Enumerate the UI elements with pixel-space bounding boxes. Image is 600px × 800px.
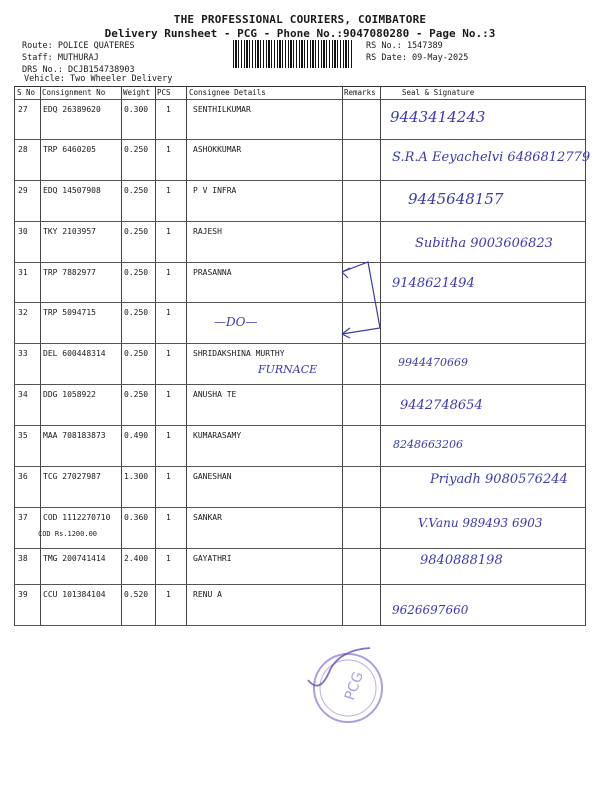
row-weight: 0.250 [124, 308, 149, 317]
col-seal: Seal & Signature [402, 88, 475, 97]
row-pcs: 1 [166, 554, 171, 563]
row-pcs: 1 [166, 390, 171, 399]
row-pcs: 1 [166, 227, 171, 236]
row-pcs: 1 [166, 513, 171, 522]
rs-date-label: RS Date: 09-May-2025 [366, 53, 469, 63]
column-divider [40, 86, 41, 626]
row-pcs: 1 [166, 308, 171, 317]
row-consignment-no: COD 1112270710 [43, 513, 111, 522]
row-signature: Subitha 9003606823 [415, 236, 553, 251]
row-signature: 9626697660 [392, 603, 469, 617]
row-sno: 37 [18, 513, 28, 522]
row-divider [14, 584, 586, 585]
row-weight: 1.300 [124, 472, 149, 481]
row-sno: 29 [18, 186, 28, 195]
row-consignment-no: DDG 1058922 [43, 390, 96, 399]
row-divider [14, 343, 586, 344]
row-signature: 8248663206 [393, 438, 463, 451]
col-remarks: Remarks [344, 88, 376, 97]
row-signature: V.Vanu 989493 6903 [418, 516, 543, 530]
row-pcs: 1 [166, 105, 171, 114]
row-signature: S.R.A Eeyachelvi 6486812779 [392, 150, 591, 165]
row-pcs: 1 [166, 349, 171, 358]
row-signature: Priyadh 9080576244 [430, 472, 568, 487]
bracket-stroke [342, 262, 380, 334]
column-divider [121, 86, 122, 626]
row-sno: 33 [18, 349, 28, 358]
header-meta-right [366, 40, 468, 64]
bracket-arrow-mark [330, 258, 400, 348]
row-consignee: SANKAR [193, 513, 222, 522]
row-signature: 9944470669 [398, 356, 468, 369]
row-consignee: PRASANNA [193, 268, 232, 277]
cod-amount-note: COD Rs.1200.00 [38, 530, 98, 538]
page-title: THE PROFESSIONAL COURIERS, COIMBATORE [173, 13, 427, 26]
row-sno: 38 [18, 554, 28, 563]
row-consignee: SENTHILKUMAR [193, 105, 251, 114]
row-sno: 32 [18, 308, 28, 317]
row-divider [14, 548, 586, 549]
row-divider [14, 425, 586, 426]
row-consignment-no: DEL 600448314 [43, 349, 106, 358]
drs-no-label: DRS No.: DCJB154738903 [22, 65, 135, 75]
row-weight: 2.400 [124, 554, 149, 563]
row-sno: 35 [18, 431, 28, 440]
row-divider [14, 384, 586, 385]
rs-no-label: RS No.: 1547389 [366, 41, 443, 51]
row-consignment-no: CCU 101384104 [43, 590, 106, 599]
row-consignment-no: TRP 7882977 [43, 268, 96, 277]
row-signature: 9445648157 [408, 190, 504, 208]
row-consignee: SHRIDAKSHINA MURTHY [193, 349, 285, 358]
row-pcs: 1 [166, 145, 171, 154]
row-pcs: 1 [166, 472, 171, 481]
row-sno: 36 [18, 472, 28, 481]
row-consignment-no: TMG 200741414 [43, 554, 106, 563]
row-divider [14, 302, 586, 303]
row-sno: 31 [18, 268, 28, 277]
row-consignment-no: TCG 27027987 [43, 472, 101, 481]
row-pcs: 1 [166, 590, 171, 599]
row-pcs: 1 [166, 431, 171, 440]
col-weight: Weight [123, 88, 151, 97]
col-consignment: Consignment No [42, 88, 106, 97]
row-consignee: ASHOKKUMAR [193, 145, 242, 154]
row-sno: 28 [18, 145, 28, 154]
pcg-stamp [300, 640, 390, 730]
table-border-left [14, 86, 15, 626]
table-border-bottom [14, 625, 586, 626]
row-consignee: P V INFRA [193, 186, 237, 195]
row-consignment-no: MAA 708183873 [43, 431, 106, 440]
row-signature: 9148621494 [392, 276, 475, 291]
row-consignee: ANUSHA TE [193, 390, 237, 399]
row-weight: 0.250 [124, 349, 149, 358]
barcode-image [233, 40, 353, 68]
row-divider [14, 180, 586, 181]
row-consignment-no: EDQ 14507908 [43, 186, 101, 195]
row-sno: 39 [18, 590, 28, 599]
row-weight: 0.250 [124, 145, 149, 154]
row-weight: 0.250 [124, 186, 149, 195]
stamp-label: PCG [341, 669, 367, 703]
staff-label: Staff: MUTHURAJ [22, 53, 99, 63]
row-consignment-no: EDQ 26389620 [43, 105, 101, 114]
vehicle-label: Vehicle: Two Wheeler Delivery [24, 74, 173, 84]
row-sno: 27 [18, 105, 28, 114]
table-border-right [585, 86, 586, 626]
column-divider [155, 86, 156, 626]
ditto-mark: —DO— [214, 315, 258, 329]
row-sno: 34 [18, 390, 28, 399]
row-weight: 0.520 [124, 590, 149, 599]
row-consignee: RAJESH [193, 227, 222, 236]
row-consignment-no: TRP 6460205 [43, 145, 96, 154]
col-pcs: PCS [157, 88, 171, 97]
row-weight: 0.490 [124, 431, 149, 440]
row-divider [14, 221, 586, 222]
runsheet-subtitle: Delivery Runsheet - PCG - Phone No.:9047080280 - Page No.:3 [104, 27, 496, 40]
row-weight: 0.300 [124, 105, 149, 114]
row-divider [14, 262, 586, 263]
handwritten-note: FURNACE [258, 363, 318, 376]
row-divider [14, 99, 586, 100]
row-weight: 0.250 [124, 227, 149, 236]
row-consignee: GAYATHRI [193, 554, 232, 563]
row-consignee: GANESHAN [193, 472, 232, 481]
row-weight: 0.250 [124, 390, 149, 399]
route-label: Route: POLICE QUATERES [22, 41, 135, 51]
row-weight: 0.250 [124, 268, 149, 277]
row-divider [14, 507, 586, 508]
row-pcs: 1 [166, 268, 171, 277]
column-divider [186, 86, 187, 626]
header-meta-left [22, 40, 135, 76]
row-pcs: 1 [166, 186, 171, 195]
col-sno: S No [17, 88, 36, 97]
row-divider [14, 466, 586, 467]
row-consignment-no: TRP 5094715 [43, 308, 96, 317]
row-consignee: RENU A [193, 590, 222, 599]
row-divider [14, 139, 586, 140]
row-consignee: KUMARASAMY [193, 431, 242, 440]
row-signature: 9443414243 [390, 108, 486, 126]
table-header [14, 86, 586, 100]
row-signature: 9840888198 [420, 553, 503, 568]
row-signature: 9442748654 [400, 398, 483, 413]
column-divider [380, 86, 381, 626]
column-divider [342, 86, 343, 626]
col-consignee: Consignee Details [189, 88, 266, 97]
row-consignment-no: TKY 2103957 [43, 227, 96, 236]
row-weight: 0.360 [124, 513, 149, 522]
row-sno: 30 [18, 227, 28, 236]
